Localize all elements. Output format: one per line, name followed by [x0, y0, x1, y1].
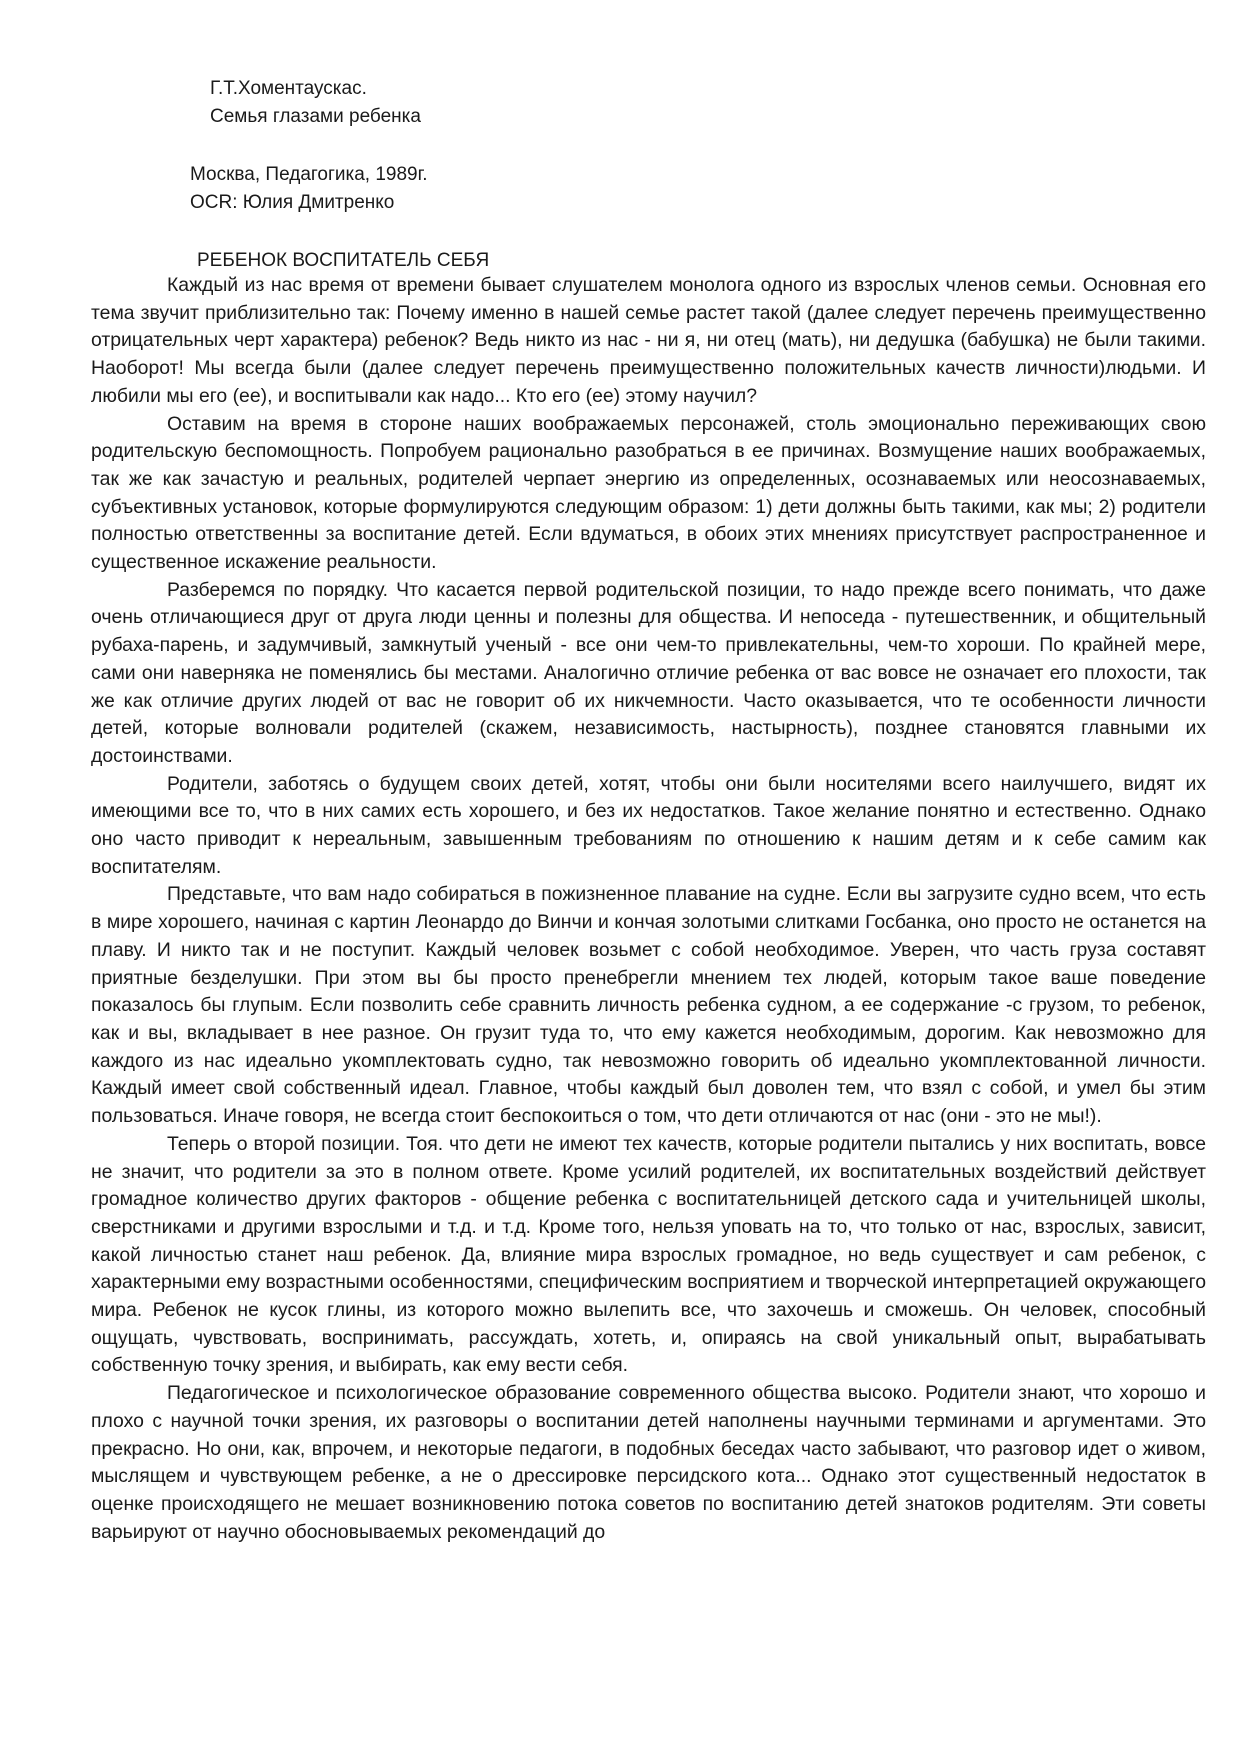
body-text [91, 272, 1206, 1546]
publisher-info: Москва, Педагогика, 1989г. [190, 164, 428, 185]
paragraph: Представьте, что вам надо собираться в пожизненное плавание на судне. Если вы загрузите судно всем, что есть в мире хорошего, начиная с картин Леонардо до Винчи и кончая золотыми слитками Госбанка, оно просто не останется на плаву. И никто так и не поступит. Каждый человек возьмет с собой необходимое. Уверен, что часть груза составят приятные безделушки. При этом вы бы просто пренебрегли мнением тех людей, которым такое ваше поведение показалось бы глупым. Если позволить себе сравнить личность ребенка судном, а ее содержание -с грузом, то ребенок, как и вы, вкладывает в нее разное. Он грузит туда то, что ему кажется необходимым, дорогим. Как невозможно для каждого из нас идеально укомплектовать судно, так невозможно говорить об идеально укомплектованной личности. Каждый имеет свой собственный идеал. Главное, чтобы каждый был доволен тем, что взял с собой, и умел бы этим пользоваться. Иначе говоря, не всегда стоит беспокоиться о том, что дети отличаются от нас (они - это не мы!). [91, 883, 1206, 1128]
author-name: Г.Т.Хоментаускас. [210, 78, 367, 99]
book-title: Семья глазами ребенка [210, 106, 421, 127]
paragraph: Теперь о второй позиции. Тоя. что дети не имеют тех качеств, которые родители пытались у них воспитать, вовсе не значит, что родители за это в полном ответе. Кроме усилий родителей, их воспитательных воздействий действует громадное количество других факторов - общение ребенка с воспитательницей детского сада и учительницей школы, сверстниками и другими взрослыми и т.д. и т.д. Кроме того, нельзя уповать на то, что только от нас, взрослых, зависит, какой личностью станет наш ребенок. Да, влияние мира взрослых громадное, но ведь существует и сам ребенок, с характерными ему возрастными особенностями, специфическим восприятием и творческой интерпретацией окружающего мира. Ребенок не кусок глины, из которого можно вылепить все, что захочешь и сможешь. Он человек, способный ощущать, чувствовать, воспринимать, рассуждать, хотеть, и, опираясь на свой уникальный опыт, вырабатывать собственную точку зрения, и выбирать, как ему вести себя. [91, 1132, 1206, 1377]
paragraph: Каждый из нас время от времени бывает слушателем монолога одного из взрослых членов семьи. Основная его тема звучит приблизительно так: Почему именно в нашей семье растет такой (далее следует перечень преимущественно отрицательных черт характера) ребенок? Ведь никто из нас - ни я, ни отец (мать), ни дедушка (бабушка) не были такими. Наоборот! Мы всегда были (далее следует перечень преимущественно положительных качеств личности)людьми. И любили мы его (ее), и воспитывали как надо... Кто его (ее) этому научил? [91, 274, 1206, 407]
paragraph: Педагогическое и психологическое образование современного общества высоко. Родители знают, что хорошо и плохо с научной точки зрения, их разговоры о воспитании детей наполнены научными терминами и аргументами. Это прекрасно. Но они, как, впрочем, и некоторые педагоги, в подобных беседах часто забывают, что разговор идет о живом, мыслящем и чувствующем ребенке, а не о дрессировке персидского кота... Однако этот существенный недостаток в оценке происходящего не мешает возникновению потока советов по воспитанию детей знатоков родителям. Эти советы варьируют от научно обосновываемых рекомендаций до [91, 1382, 1206, 1543]
paragraph: Родители, заботясь о будущем своих детей, хотят, чтобы они были носителями всего наилучшего, видят их имеющими все то, что в них самих есть хорошего, и без их недостатков. Такое желание понятно и естественно. Однако оно часто приводит к нереальным, завышенным требованиям по отношению к нашим детям и к себе самим как воспитателям. [91, 772, 1206, 878]
chapter-title: РЕБЕНОК ВОСПИТАТЕЛЬ СЕБЯ [197, 250, 490, 271]
paragraph: Оставим на время в стороне наших воображаемых персонажей, столь эмоционально переживающих свою родительскую беспомощность. Попробуем рационально разобраться в ее причинах. Возмущение наших воображаемых, так же как зачастую и реальных, родителей черпает энергию из определенных, осознаваемых или неосознаваемых, субъективных установок, которые формулируются следующим образом: 1) дети должны быть такими, как мы; 2) родители полностью ответственны за воспитание детей. Если вдуматься, в обоих этих мнениях присутствует распространенное и существенное искажение реальности. [91, 412, 1206, 574]
paragraph: Разберемся по порядку. Что касается первой родительской позиции, то надо прежде всего понимать, что даже очень отличающиеся друг от друга люди ценны и полезны для общества. И непоседа - путешественник, и общительный рубаха-парень, и задумчивый, замкнутый ученый - все они чем-то привлекательны, чем-то хороши. По крайней мере, сами они наверняка не поменялись бы местами. Аналогично отличие ребенка от вас вовсе не означает его плохости, так же как отличие других людей от вас не говорит об их никчемности. Часто оказывается, что те особенности личности детей, которые волновали родителей (скажем, независимость, настырность), позднее становятся главными их достоинствами. [91, 578, 1206, 767]
ocr-credit: OCR: Юлия Дмитренко [190, 192, 395, 213]
